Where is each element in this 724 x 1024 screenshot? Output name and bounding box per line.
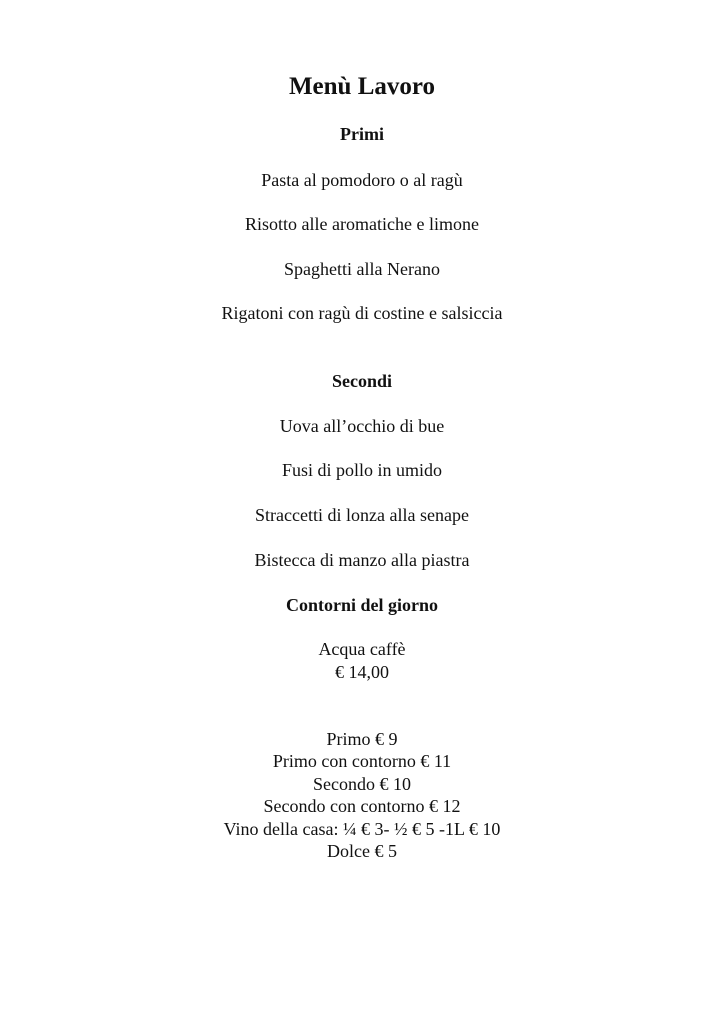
menu-item: Straccetti di lonza alla senape: [255, 505, 469, 525]
price-list-line: Secondo con contorno € 12: [263, 796, 461, 816]
price-list-line: Dolce € 5: [327, 841, 397, 861]
price-list-line: Secondo € 10: [313, 774, 411, 794]
menu-item: Uova all’occhio di bue: [279, 416, 445, 436]
menu-item: Bistecca di manzo alla piastra: [254, 550, 470, 570]
section-heading-secondi: Secondi: [331, 371, 392, 391]
price-list-line: Primo con contorno € 11: [272, 751, 452, 771]
menu-item: Spaghetti alla Nerano: [284, 259, 440, 279]
menu-item: Fusi di pollo in umido: [281, 460, 443, 480]
section-heading-contorni: Contorni del giorno: [285, 595, 438, 615]
set-menu-includes: Acqua caffè: [318, 639, 406, 659]
price-list-line: Primo € 9: [326, 729, 398, 749]
section-heading-primi: Primi: [340, 124, 384, 144]
price-list-line: Vino della casa: ¼ € 3- ½ € 5 -1L € 10: [223, 819, 501, 839]
menu-item: Pasta al pomodoro o al ragù: [261, 170, 463, 190]
menu-item: Rigatoni con ragù di costine e salsiccia: [221, 303, 503, 323]
menu-title: Menù Lavoro: [288, 73, 436, 100]
set-menu-price: € 14,00: [335, 662, 389, 682]
menu-item: Risotto alle aromatiche e limone: [245, 214, 479, 234]
